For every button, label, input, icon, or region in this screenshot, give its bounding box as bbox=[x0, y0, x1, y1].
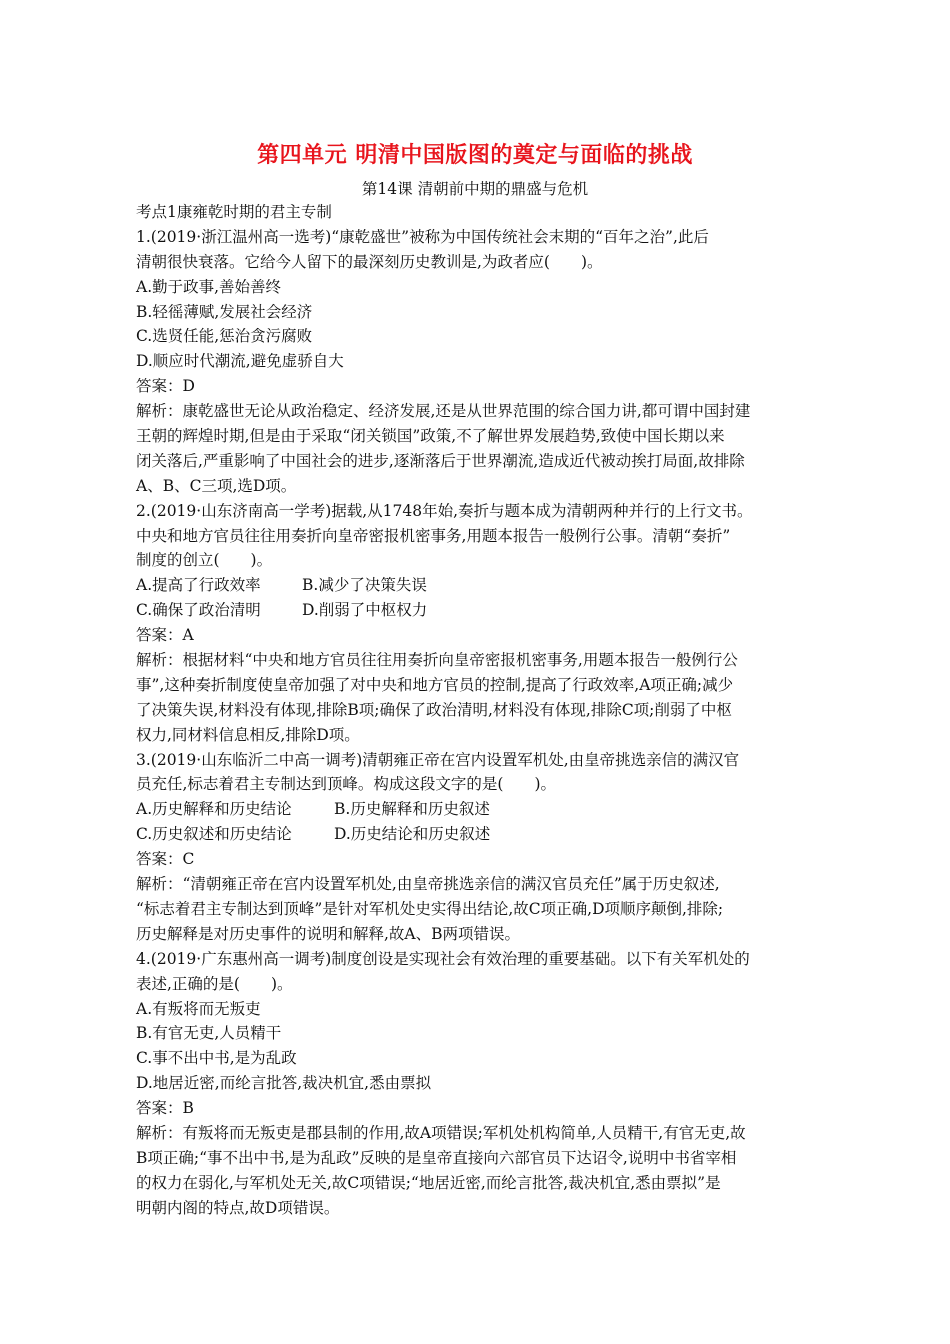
unit-title: 第四单元 明清中国版图的奠定与面临的挑战 bbox=[257, 143, 693, 168]
options-row bbox=[136, 797, 826, 822]
analysis-line: 解析：康乾盛世无论从政治稳定、经济发展,还是从世界范围的综合国力讲,都可谓中国封建 bbox=[136, 402, 751, 421]
analysis-line: 明朝内阁的特点,故D项错误。 bbox=[136, 1198, 340, 1217]
analysis-line: 了决策失误,材料没有体现,排除B项;确保了政治清明,材料没有体现,排除C项;削弱了中枢 bbox=[136, 700, 732, 719]
option-b: B.历史解释和历史叙述 bbox=[334, 800, 490, 819]
option-d: D.削弱了中枢权力 bbox=[302, 601, 428, 620]
analysis-line: 的权力在弱化,与军机处无关,故C项错误;“地居近密,而纶言批答,裁决机宜,悉由票拟”是 bbox=[136, 1173, 721, 1192]
option-b: B.减少了决策失误 bbox=[302, 576, 427, 595]
option-d: D.地居近密,而纶言批答,裁决机宜,悉由票拟 bbox=[136, 1074, 432, 1093]
question-2 bbox=[136, 499, 826, 748]
question-4 bbox=[136, 947, 826, 1221]
answer-line: 答案：A bbox=[136, 626, 194, 645]
analysis-line: B项正确;“事不出中书,是为乱政”反映的是皇帝直接向六部官员下达诏令,说明中书省宰相 bbox=[136, 1148, 737, 1167]
question-stem-line: 1.(2019·浙江温州高一选考)“康乾盛世”被称为中国传统社会末期的“百年之治”,此后 bbox=[136, 227, 709, 246]
analysis-line: 王朝的辉煌时期,但是由于采取“闭关锁国”政策,不了解世界发展趋势,致使中国长期以来 bbox=[136, 427, 725, 446]
option-a: A.提高了行政效率 bbox=[136, 576, 261, 595]
option-b: B.有官无吏,人员精干 bbox=[136, 1024, 282, 1043]
question-stem-line: 员充任,标志着君主专制达到顶峰。构成这段文字的是( )。 bbox=[136, 775, 557, 794]
option-d: D.顺应时代潮流,避免虚骄自大 bbox=[136, 352, 344, 371]
analysis-line: 解析：根据材料“中央和地方官员往往用奏折向皇帝密报机密事务,用题本报告一般例行公 bbox=[136, 651, 738, 670]
options-row bbox=[136, 598, 826, 623]
option-b: B.轻徭薄赋,发展社会经济 bbox=[136, 302, 313, 321]
question-stem-line: 3.(2019·山东临沂二中高一调考)清朝雍正帝在宫内设置军机处,由皇帝挑选亲信的满汉官 bbox=[136, 750, 740, 769]
analysis-line: 历史解释是对历史事件的说明和解释,故A、B两项错误。 bbox=[136, 924, 521, 943]
section-title: 考点1康雍乾时期的君主专制 bbox=[136, 203, 332, 221]
answer-line: 答案：B bbox=[136, 1099, 194, 1118]
analysis-line: 解析：“清朝雍正帝在宫内设置军机处,由皇帝挑选亲信的满汉官员充任”属于历史叙述, bbox=[136, 875, 720, 894]
option-a: A.勤于政事,善始善终 bbox=[136, 277, 282, 296]
option-c: C.确保了政治清明 bbox=[136, 601, 261, 620]
analysis-line: “标志着君主专制达到顶峰”是针对军机处史实得出结论,故C项正确,D项顺序颠倒,排除; bbox=[136, 899, 724, 918]
analysis-line: 解析：有叛将而无叛吏是郡县制的作用,故A项错误;军机处机构简单,人员精干,有官无吏,故 bbox=[136, 1123, 746, 1142]
question-1 bbox=[136, 225, 826, 499]
question-stem-line: 表述,正确的是( )。 bbox=[136, 974, 293, 993]
option-d: D.历史结论和历史叙述 bbox=[334, 825, 491, 844]
option-c: C.历史叙述和历史结论 bbox=[136, 825, 292, 844]
analysis-line: 权力,同材料信息相反,排除D项。 bbox=[136, 725, 360, 744]
answer-line: 答案：C bbox=[136, 850, 195, 869]
analysis-line: 闭关落后,严重影响了中国社会的进步,逐渐落后于世界潮流,造成近代被动挨打局面,故排除 bbox=[136, 451, 745, 470]
answer-line: 答案：D bbox=[136, 377, 195, 396]
question-stem-line: 2.(2019·山东济南高一学考)据载,从1748年始,奏折与题本成为清朝两种并行的上行文书。 bbox=[136, 501, 753, 520]
question-stem-line: 清朝很快衰落。它给今人留下的最深刻历史教训是,为政者应( )。 bbox=[136, 252, 603, 271]
options-row bbox=[136, 822, 826, 847]
question-3 bbox=[136, 748, 826, 947]
question-stem-line: 4.(2019·广东惠州高一调考)制度创设是实现社会有效治理的重要基础。以下有关军机处的 bbox=[136, 949, 750, 968]
options-row bbox=[136, 573, 826, 598]
question-stem-line: 中央和地方官员往往用奏折向皇帝密报机密事务,用题本报告一般例行公事。清朝“奏折” bbox=[136, 526, 731, 545]
question-stem-line: 制度的创立( )。 bbox=[136, 551, 273, 570]
option-c: C.事不出中书,是为乱政 bbox=[136, 1049, 297, 1068]
analysis-line: 事”,这种奏折制度使皇帝加强了对中央和地方官员的控制,提高了行政效率,A项正确;减少 bbox=[136, 675, 734, 694]
option-c: C.选贤任能,惩治贪污腐败 bbox=[136, 327, 313, 346]
analysis-line: A、B、C三项,选D项。 bbox=[136, 476, 297, 495]
option-a: A.有叛将而无叛吏 bbox=[136, 999, 261, 1018]
option-a: A.历史解释和历史结论 bbox=[136, 800, 292, 819]
content bbox=[136, 200, 826, 1221]
lesson-title: 第14课 清朝前中期的鼎盛与危机 bbox=[361, 180, 589, 198]
